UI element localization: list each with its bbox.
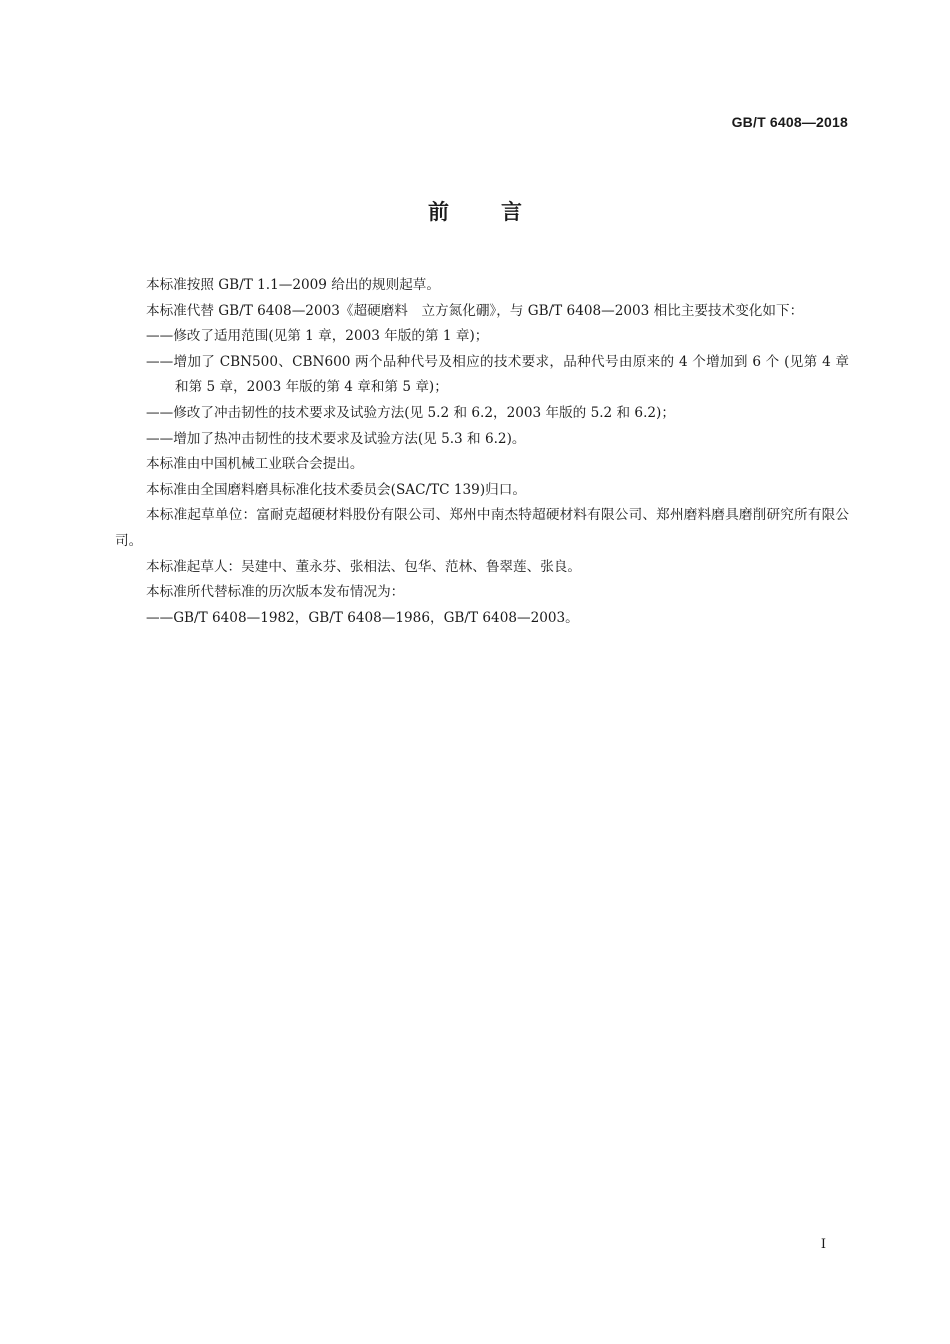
page-title: [0, 196, 950, 226]
paragraph-replacement: 本标准代替 GB/T 6408—2003《超硬磨料 立方氮化硼》，与 GB/T 6408—2003 相比主要技术变化如下：: [146, 302, 804, 319]
change-item-scope: ——修改了适用范围(见第 1 章，2003 年版的第 1 章)；: [146, 328, 489, 345]
paragraph-previous-editions: 本标准所代替标准的历次版本发布情况为：: [146, 584, 405, 601]
standard-code: GB/T 6408—2018: [731, 114, 848, 130]
change-item-thermal-impact: ——增加了热冲击韧性的技术要求及试验方法(见 5.3 和 6.2)。: [146, 430, 526, 447]
change-item-varieties: ——增加了 CBN500、CBN600 两个品种代号及相应的技术要求，品种代号由原来的 4 个增加到 6 个 (见第 4 章和第 5 章，2003 年版的第 4 章和第 5 章)；: [146, 353, 849, 396]
page-title-part2: 言: [501, 200, 522, 224]
page-title-part1: 前: [428, 200, 449, 224]
paragraph-centralized-by: 本标准由全国磨料磨具标准化技术委员会(SAC/TC 139)归口。: [146, 481, 526, 498]
paragraph-drafting-rules: 本标准按照 GB/T 1.1—2009 给出的规则起草。: [146, 277, 440, 293]
paragraph-proposed-by: 本标准由中国机械工业联合会提出。: [146, 456, 364, 473]
paragraph-drafting-units: 本标准起草单位：富耐克超硬材料股份有限公司、郑州中南杰特超硬材料有限公司、郑州磨料磨具磨削研究所有限公司。: [115, 507, 849, 549]
page-number: I: [820, 1237, 826, 1252]
paragraph-drafters: 本标准起草人：吴建中、董永芬、张相法、包华、范林、鲁翠莲、张良。: [146, 558, 581, 575]
foreword-body: [115, 273, 849, 631]
change-item-impact-toughness: ——修改了冲击韧性的技术要求及试验方法(见 5.2 和 6.2，2003 年版的 5.2 和 6.2)；: [146, 404, 675, 421]
previous-editions-list: ——GB/T 6408—1982，GB/T 6408—1986，GB/T 6408—2003。: [146, 609, 579, 626]
